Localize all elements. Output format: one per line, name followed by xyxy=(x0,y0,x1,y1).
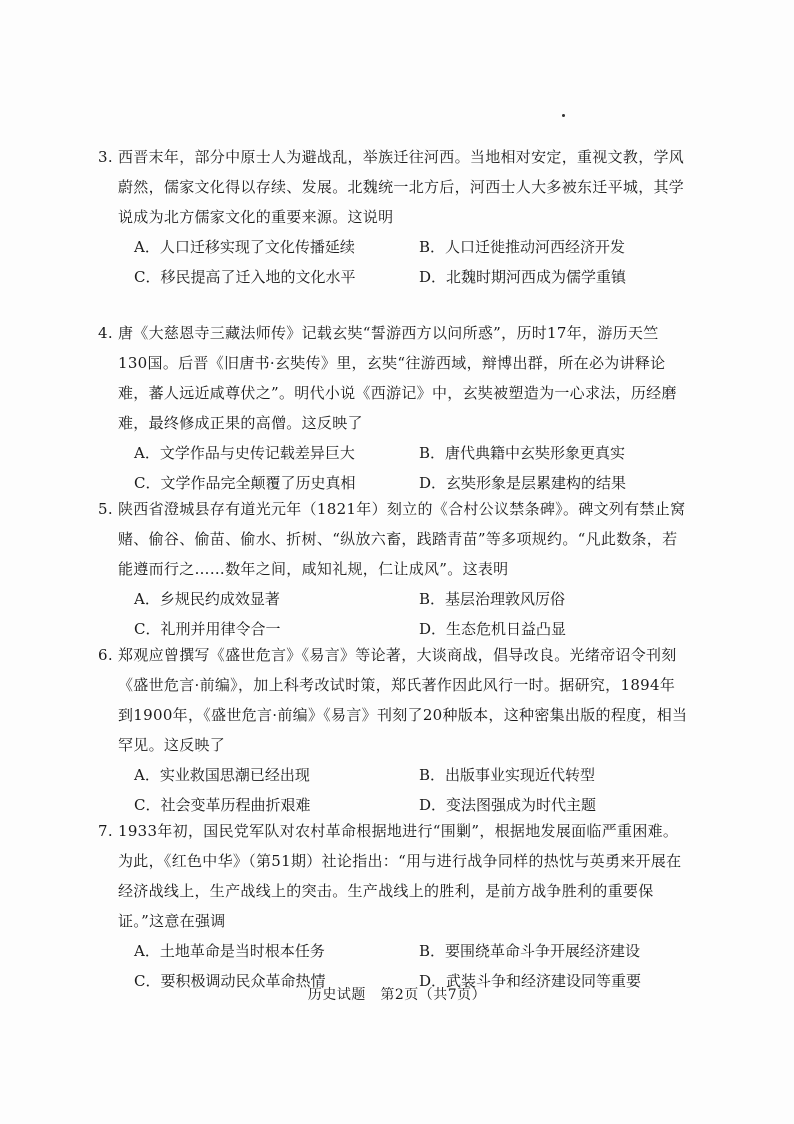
option-d: D．玄奘形象是层累建构的结果 xyxy=(419,474,627,492)
option-c: C．文学作品完全颠覆了历史真相 xyxy=(134,474,356,492)
question-stem xyxy=(98,318,688,438)
question-text: 1933年初，国民党军队对农村革命根据地进行“围剿”，根据地发展面临严重困难。为此，《红色中华》（第51期）社论指出：“用与进行战争同样的热忱与英勇来开展在经济战线上，生产战线上的突击。生产战线上的胜利，是前方战争胜利的重要保证。”这意在强调 xyxy=(118,822,682,930)
question-stem xyxy=(98,142,688,232)
question-7 xyxy=(98,816,688,996)
option-a: A．乡规民约成效显著 xyxy=(134,590,280,608)
option-b: B．人口迁徙推动河西经济开发 xyxy=(419,238,626,256)
question-6 xyxy=(98,640,688,820)
option-b: B．出版事业实现近代转型 xyxy=(419,766,596,784)
question-number: 6. xyxy=(98,646,113,664)
question-stem xyxy=(98,640,688,760)
options-list xyxy=(134,438,688,498)
question-number: 4. xyxy=(98,324,113,342)
question-5 xyxy=(98,494,688,644)
options-list xyxy=(134,760,688,820)
scan-speck xyxy=(562,114,565,117)
option-c: C．移民提高了迁入地的文化水平 xyxy=(134,268,356,286)
options-list xyxy=(134,584,688,644)
option-d: D．北魏时期河西成为儒学重镇 xyxy=(419,268,627,286)
question-4 xyxy=(98,318,688,498)
option-b: B．要围绕革命斗争开展经济建设 xyxy=(419,942,641,960)
question-text: 唐《大慈恩寺三藏法师传》记载玄奘“誓游西方以问所惑”，历时17年，游历天竺130国。后晋《旧唐书·玄奘传》里，玄奘“往游西域，辩博出群，所在必为讲释论难，蕃人远近咸尊伏之”。明代小说《西游记》中，玄奘被塑造为一心求法，历经磨难，最终修成正果的高僧。这反映了 xyxy=(118,324,677,432)
question-number: 3. xyxy=(98,148,113,166)
option-a: A．文学作品与史传记载差异巨大 xyxy=(134,444,355,462)
option-c: C．要积极调动民众革命热情 xyxy=(134,972,326,990)
option-b: B．唐代典籍中玄奘形象更真实 xyxy=(419,444,626,462)
option-d: D．武装斗争和经济建设同等重要 xyxy=(419,972,642,990)
option-b: B．基层治理敦风厉俗 xyxy=(419,590,566,608)
question-3 xyxy=(98,142,688,292)
option-a: A．土地革命是当时根本任务 xyxy=(134,942,325,960)
question-text: 西晋末年，部分中原士人为避战乱，举族迁往河西。当地相对安定，重视文教，学风蔚然，儒家文化得以存续、发展。北魏统一北方后，河西士人大多被东迁平城，其学说成为北方儒家文化的重要来源。这说明 xyxy=(118,148,685,226)
option-c: C．社会变革历程曲折艰难 xyxy=(134,796,311,814)
option-d: D．变法图强成为时代主题 xyxy=(419,796,597,814)
page-footer: 历史试题 第2页（共7页） xyxy=(307,987,487,1003)
option-c: C．礼刑并用律令合一 xyxy=(134,620,281,638)
option-d: D．生态危机日益凸显 xyxy=(419,620,567,638)
option-a: A．人口迁移实现了文化传播延续 xyxy=(134,238,355,256)
question-number: 5. xyxy=(98,500,113,518)
question-text: 郑观应曾撰写《盛世危言》《易言》等论著，大谈商战，倡导改良。光绪帝诏令刊刻《盛世危言·前编》，加上科考改试时策，郑氏著作因此风行一时。据研究，1894年到1900年，《盛世危言·前编》《易言》刊刻了20种版本，这种密集出版的程度，相当罕见。这反映了 xyxy=(118,646,688,754)
options-list xyxy=(134,232,688,292)
question-stem xyxy=(98,816,688,936)
question-text: 陕西省澄城县存有道光元年（1821年）刻立的《合村公议禁条碑》。碑文列有禁止窝赌、偷谷、偷苗、偷水、折树、“纵放六畜，践踏青苗”等多项规约。“凡此数条，若能遵而行之……数年之间，咸知礼规，仁让成风”。这表明 xyxy=(118,500,686,578)
question-stem xyxy=(98,494,688,584)
option-a: A．实业救国思潮已经出现 xyxy=(134,766,310,784)
question-number: 7. xyxy=(98,822,113,840)
